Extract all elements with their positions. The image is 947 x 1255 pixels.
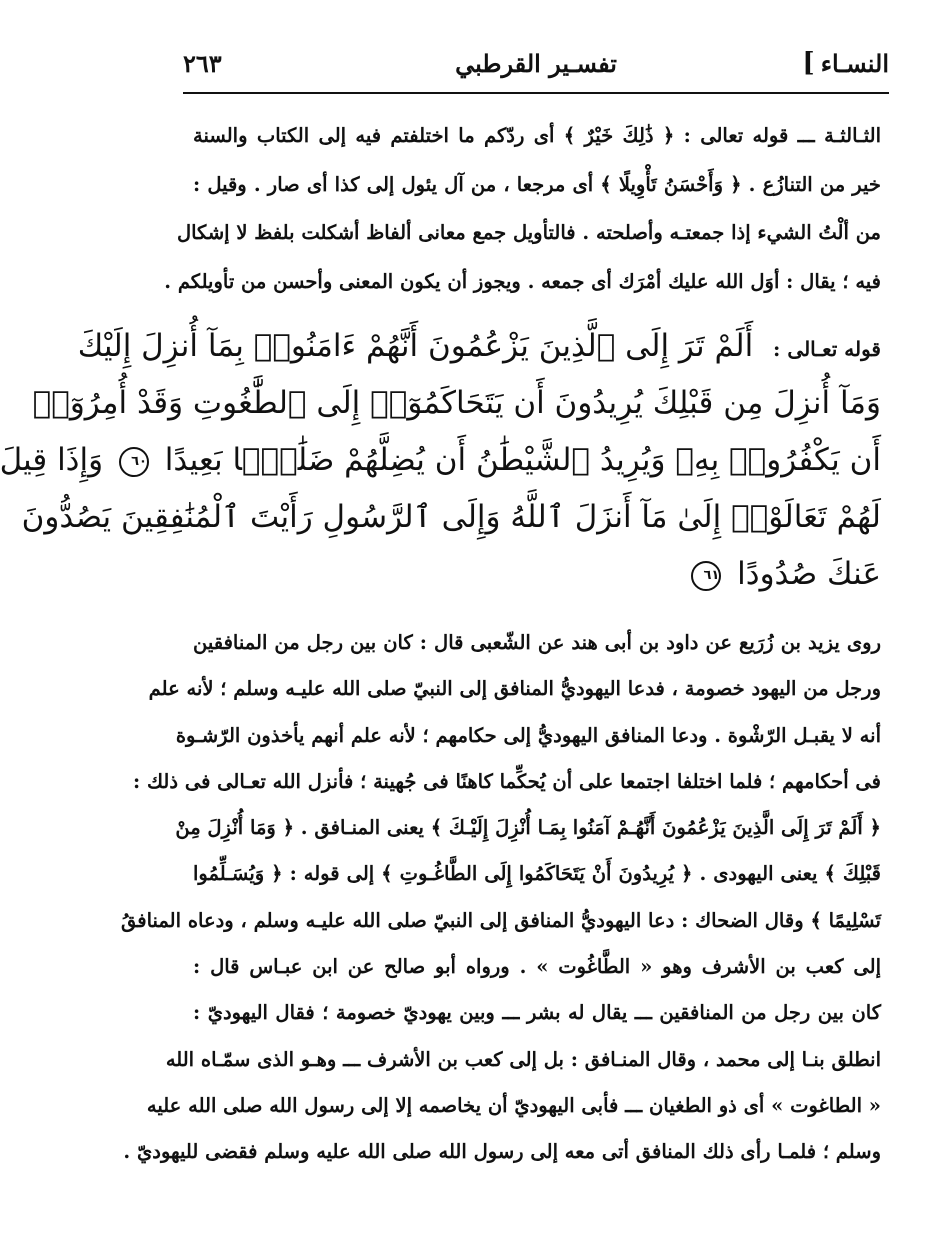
text-line: ورجل من اليهود خصومة ، فدعا اليهوديُّ المنافق إلى النبيّ صلى الله عليـه وسلم ؛ لأنه علم xyxy=(148,677,881,701)
text-line: خير من التنازُع . ﴿ وَأَحْسَنُ تَأْوِيلًا ﴾ أى مرجعا ، من آل يئول إلى كذا أى صار . وقيل : xyxy=(193,172,881,196)
verse-text: أَلَمْ تَرَ إِلَى ٱلَّذِينَ يَزْعُمُونَ أَنَّهُمْ ءَامَنُوا۟ بِمَآ أُنزِلَ إِلَيْكَ xyxy=(77,328,754,364)
surah-name: النسـاء xyxy=(820,48,889,78)
book-title: تفسـير القرطبي xyxy=(455,48,617,78)
text-line: قَبْلِكَ ﴾ يعنى اليهودى . ﴿ يُرِيدُونَ أَنْ يَتَحَاكَمُوا إِلَى الطَّاغُـوتِ ﴾ إلى قوله : ﴿ وَيُسَـلِّمُوا xyxy=(193,862,881,886)
text-line: تَسْلِيمًا ﴾ وقال الضحاك : دعا اليهوديُّ المنافق إلى النبيّ صلى الله عليـه وسلم ، ودعاه المنافقُ xyxy=(121,908,881,932)
surah-bracket: ] xyxy=(802,48,815,78)
text-line: من ألْتُ الشيء إذا جمعتـه وأصلحته . فالتأويل جمع معانى ألفاظ أشكلت بلفظ لا إشكال xyxy=(176,221,881,244)
header-rule xyxy=(183,92,889,94)
verse-line xyxy=(77,318,881,375)
ayah-number-60: ٦٠ xyxy=(119,447,149,477)
tafsir-section-2 xyxy=(121,620,881,1176)
surah-label xyxy=(802,48,889,78)
tafsir-section-1 xyxy=(164,112,881,306)
text-line: الثـالثـة ـــ قوله تعالى : ﴿ ذَٰلِكَ خَيْرٌ ﴾ أى ردّكم ما اختلفتم فيه إلى الكتاب والسنة xyxy=(193,124,881,147)
verse-text: أَن يَكْفُرُوا۟ بِهِۦ وَيُرِيدُ ٱلشَّيْطَٰنُ أَن يُضِلَّهُمْ ضَلَٰلًۢا بَعِيدًا xyxy=(164,442,881,478)
text-line: وسلم ؛ فلمـا رأى ذلك المنافق أتى معه إلى رسول الله صلى الله عليه وسلم فقضى لليهوديّ . xyxy=(123,1140,881,1164)
text-line: فى أحكامهم ؛ فلما اختلفا اجتمعا على أن يُحكِّما كاهنًا فى جُهينة ؛ فأنزل الله تعـالى فى ذلك : xyxy=(132,769,881,793)
verse-line: وَمَآ أُنزِلَ مِن قَبْلِكَ يُرِيدُونَ أَن يَتَحَاكَمُوٓا۟ إِلَى ٱلطَّٰغُوتِ وَقَدْ أُمِرُوٓا۟ xyxy=(32,385,881,421)
text-line: أنه لا يقبـل الرّشْوة . ودعا المنافق اليهوديُّ إلى حكامهم ؛ لأنه علم أنهم يأخذون الرّشـوة xyxy=(175,723,881,747)
text-line: إلى كعب بن الأشرف وهو « الطَّاغُوت » . ورواه أبو صالح عن ابن عبـاس قال : xyxy=(193,955,881,979)
verse-line xyxy=(193,546,881,603)
verse-intro: قوله تعـالى : xyxy=(773,337,881,361)
verse-line: لَهُمْ تَعَالَوْا۟ إِلَىٰ مَآ أَنزَلَ ٱللَّهُ وَإِلَى ٱلرَّسُولِ رَأَيْتَ ٱلْمُنَٰفِقِينَ يَصُدُّونَ xyxy=(21,499,881,535)
verse-text: وَإِذَا قِيلَ xyxy=(0,442,104,478)
text-line: ﴿ أَلَمْ تَرَ إِلَى الَّذِينَ يَزْعُمُونَ أَنَّهُـمْ آمَنُوا بِمَـا أُنْزِلَ إِلَيْـكَ ﴾ يعنى المنـافق . ﴿ وَمَا أُنْزِلَ مِنْ xyxy=(175,816,881,840)
text-line: « الطاغوت » أى ذو الطغيان ـــ فأبى اليهوديّ أن يخاصمه إلا إلى رسول الله صلى الله عليه xyxy=(146,1093,881,1117)
page-header xyxy=(183,34,889,92)
verse-text: عَنكَ صُدُودًا xyxy=(737,556,881,592)
verse-line xyxy=(0,432,881,489)
text-line: فيه ؛ يقال : أوَل الله عليك أمْرَك أى جمعه . ويجوز أن يكون المعنى وأحسن من تأويلكم . xyxy=(164,269,881,293)
text-line: كان بين رجل من المنافقين ـــ يقال له بشر ـــ وبين يهوديّ خصومة ؛ فقال اليهوديّ : xyxy=(193,1001,881,1025)
quran-verses xyxy=(0,318,881,603)
ayah-number-61: ٦١ xyxy=(691,561,721,591)
text-line: انطلق بنـا إلى محمد ، وقال المنـافق : بل إلى كعب بن الأشرف ـــ وهـو الذى سمّـاه الله xyxy=(165,1047,881,1071)
page-number: ٢٦٣ xyxy=(183,48,222,78)
text-line: روى يزيد بن زُرَيع عن داود بن أبى هند عن الشّعبى قال : كان بين رجل من المنافقين xyxy=(193,631,881,654)
